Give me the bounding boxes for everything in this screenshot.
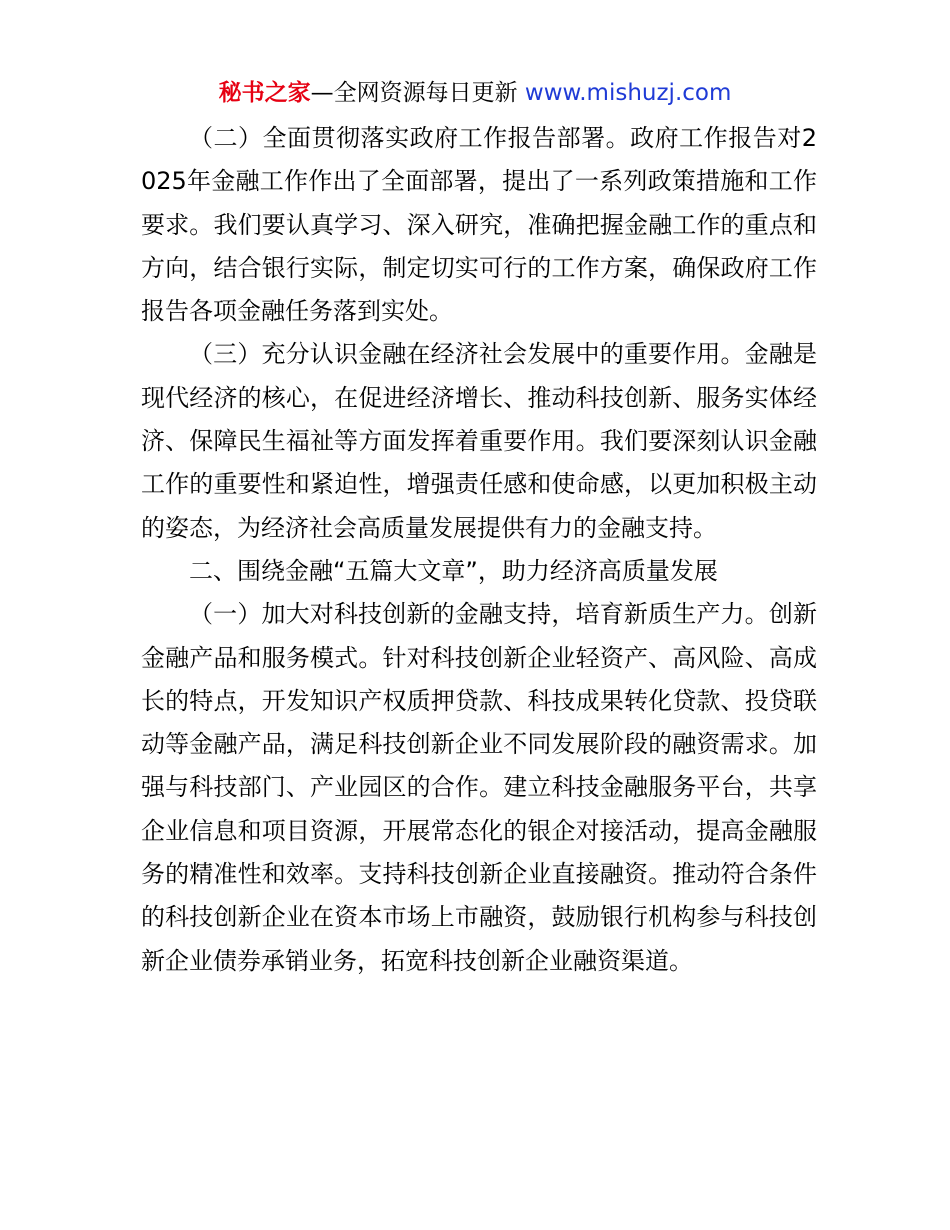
paragraph-section-2-1: （一）加大对科技创新的金融支持，培育新质生产力。创新金融产品和服务模式。针对科技创新企业轻资产、高风险、高成长的特点，开发知识产权质押贷款、科技成果转化贷款、投贷联动等金融产品，满足科技创新企业不同发展阶段的融资需求。加强与科技部门、产业园区的合作。建立科技金融服务平台，共享企业信息和项目资源，开展常态化的银企对接活动，提高金融服务的精准性和效率。支持科技创新企业直接融资。推动符合条件的科技创新企业在资本市场上市融资，鼓励银行机构参与科技创新企业债券承销业务，拓宽科技创新企业融资渠道。: [141, 600, 817, 975]
paragraph-section-1-2: （二）全面贯彻落实政府工作报告部署。政府工作报告对2025年金融工作作出了全面部署，提出了一系列政策措施和工作要求。我们要认真学习、深入研究，准确把握金融工作的重点和方向，结合银行实际，制定切实可行的工作方案，确保政府工作报告各项金融任务落到实处。: [141, 124, 817, 326]
brand-name: 秘书之家: [218, 80, 311, 106]
site-url[interactable]: www.mishuzj.com: [524, 80, 732, 106]
page-header: [0, 76, 950, 110]
paragraph-section-1-3: （三）充分认识金融在经济社会发展中的重要作用。金融是现代经济的核心，在促进经济增长、推动科技创新、服务实体经济、保障民生福祉等方面发挥着重要作用。我们要深刻认识金融工作的重要性和紧迫性，增强责任感和使命感，以更加积极主动的姿态，为经济社会高质量发展提供有力的金融支持。: [141, 340, 817, 542]
header-tagline: —全网资源每日更新: [310, 80, 525, 106]
section-heading-2: 二、围绕金融“五篇大文章”，助力经济高质量发展: [189, 556, 718, 585]
document-body: [141, 117, 817, 983]
